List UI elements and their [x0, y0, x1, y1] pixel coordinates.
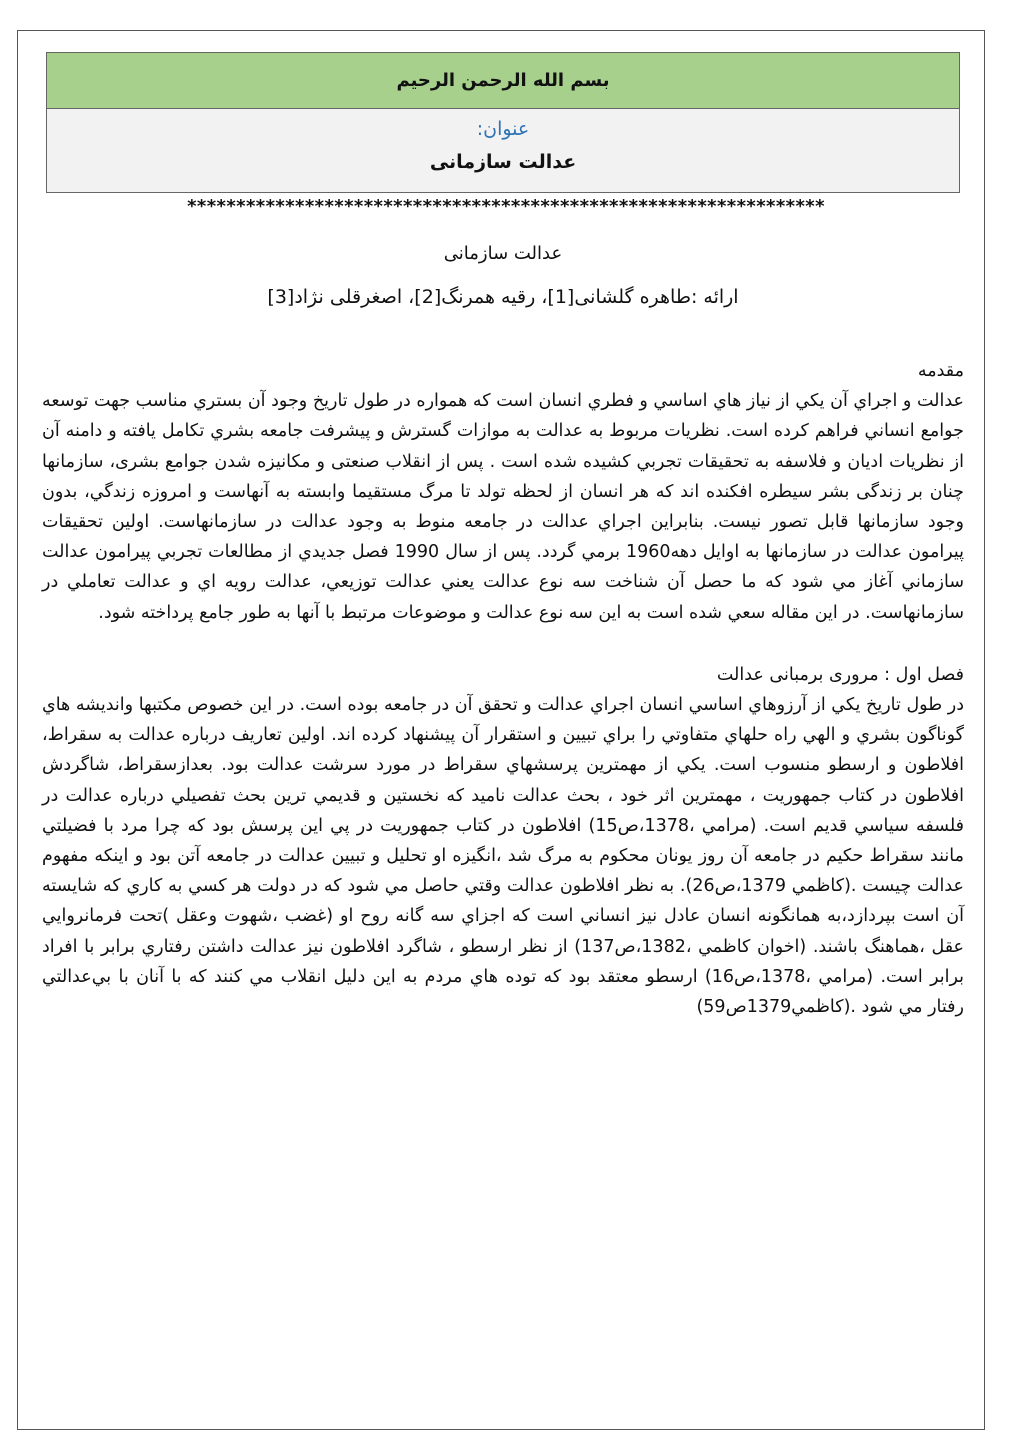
separator-line: *****************************************************************	[187, 196, 825, 217]
bismillah-banner	[47, 53, 959, 109]
header-box	[46, 52, 960, 193]
subject-label: عنوان:	[476, 118, 530, 140]
chapter1-heading: فصل اول : مروری برمبانی عدالت	[716, 664, 964, 685]
document-title: عدالت سازمانی	[443, 243, 563, 264]
subject-title: عدالت سازمانی	[429, 151, 577, 173]
document-body	[42, 356, 964, 1022]
authors-line: ارائه :طاهره گلشانی[1]، رقیه همرنگ[2]، اصغرقلی نژاد[3]	[267, 286, 739, 308]
bismillah-text: بسم الله الرحمن الرحيم	[396, 70, 610, 91]
intro-paragraph: عدالت و اجراي آن يكي از نياز هاي اساسي و فطري انسان است كه همواره در طول تاريخ وجود آن بستري مناسب جهت توسعه جوامع انساني فراهم كرده است. نظريات مربوط به عدالت به موازات گسترش و پيشرفت جامعه بشري تكامل يافته و دامنه آن از نظريات اديان و فلاسفه به تحقيقات تجربي كشيده شده است . پس از انقلاب صنعتی و مكانيزه شدن جوامع بشری، سازمانها چنان بر زندگی بشر سيطره افكنده اند كه هر انسان از لحظه تولد تا مرگ مستقيما وابسته به آنهاست و امروزه زندگي، بدون وجود سازمانها قابل تصور نيست. بنابراين اجراي عدالت در جامعه منوط به وجود عدالت در سازمانهاست. اولين تحقيقات پيرامون عدالت در سازمانها به اوايل دهه1960 برمي گردد. پس از سال 1990 فصل جديدي از مطالعات تجربي پيرامون عدالت سازماني آغاز مي شود كه ما حصل آن شناخت سه نوع عدالت يعني عدالت توزيعي، عدالت رويه اي و عدالت تعاملي در سازمانهاست. در اين مقاله سعي شده است به اين سه نوع عدالت و موضوعات مرتبط با آنها به طور جامع پرداخته شود.	[42, 391, 965, 623]
subject-section	[47, 118, 959, 173]
intro-heading: مقدمه	[917, 361, 964, 381]
chapter1-paragraph: در طول تاريخ يكي از آرزوهاي اساسي انسان اجراي عدالت و تحقق آن در جامعه بوده است. در اين خصوص مكتبها وانديشه هاي گوناگون بشري و الهي راه حلهاي متفاوتي را براي تبيين و استقرار آن پيشنهاد كرده اند. اولين تعاريف درباره عدالت به سقراط، افلاطون و ارسطو منسوب است. يكي از مهمترين پرسشهاي سقراط در مورد سرشت عدالت بود. بعدازسقراط، شاگردش افلاطون در كتاب جمهوريت ، مهمترين اثر خود ، بحث عدالت ناميد كه نخستين و قديمي ترين بحث تفصيلي درباره عدالت در فلسفه سياسي قديم است. (مرامي ،1378،ص15) افلاطون در كتاب جمهوريت در پي اين پرسش بود كه چرا مرد با فضيلتي مانند سقراط حكيم در جامعه آن روز يونان محكوم به مرگ شد ،انگيزه او تحليل و تبيين عدالت در جامعه آتن بود و اينكه مفهوم عدالت چيست .(كاظمي 1379،ص26). به نظر افلاطون عدالت وقتي حاصل مي شود كه در دولت هر كسي به كاري كه شايسته آن است بپردازد،به همانگونه انسان عادل نيز انساني است كه اجزاي سه گانه روح او (غضب ،شهوت وعقل )تحت فرمانروايي عقل ،هماهنگ باشند. (اخوان كاظمي ،1382،ص137) از نظر ارسطو ، شاگرد افلاطون نيز عدالت داشتن رفتاري برابر با افراد برابر است. (مرامي ،1378،ص16) ارسطو معتقد بود كه توده هاي مردم به اين دليل انقلاب مي كنند كه با آنان با بي‌عدالتي رفتار مي شود .(كاظمي1379ص59)	[42, 695, 965, 1018]
